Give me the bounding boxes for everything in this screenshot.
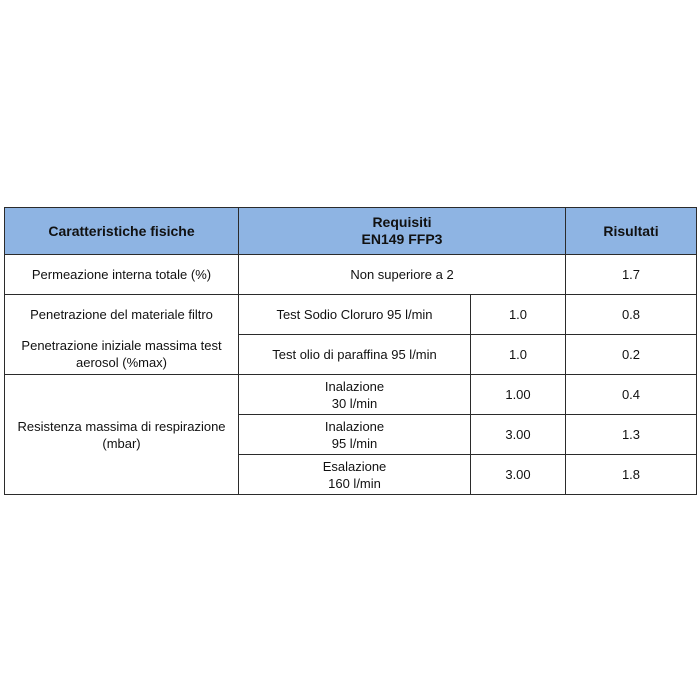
resistance-condition — [239, 375, 471, 415]
resistance-result: 0.4 — [566, 375, 697, 415]
test-filter-penetration: Test Sodio Cloruro 95 l/min — [239, 295, 471, 335]
resistance-condition-line2: 30 l/min — [331, 395, 378, 411]
resistance-condition-line1: Inalazione — [324, 418, 385, 434]
resistance-condition — [239, 415, 471, 455]
resistance-limit: 3.00 — [471, 415, 566, 455]
label-breathing-resistance: Resistenza massima di respirazione (mbar) — [5, 375, 239, 495]
resistance-condition-line2: 95 l/min — [331, 435, 378, 451]
header-results: Risultati — [566, 208, 697, 255]
resistance-result: 1.8 — [566, 455, 697, 495]
limit-initial-penetration: 1.0 — [471, 335, 566, 375]
resistance-condition-line1: Inalazione — [324, 378, 385, 394]
table-header-row — [5, 208, 697, 255]
label-inward-leakage: Permeazione interna totale (%) — [5, 255, 239, 295]
result-filter-penetration: 0.8 — [566, 295, 697, 335]
header-requirements-line2: EN149 FFP3 — [361, 231, 443, 247]
label-filter-penetration: Penetrazione del materiale filtro — [5, 295, 239, 335]
resistance-condition-line2: 160 l/min — [328, 475, 381, 491]
header-requirements — [239, 208, 566, 255]
table-row-initial-penetration — [5, 335, 697, 375]
result-initial-penetration: 0.2 — [566, 335, 697, 375]
resistance-condition-line1: Esalazione — [322, 458, 387, 474]
table-row-resistance-1 — [5, 375, 697, 415]
requirement-inward-leakage: Non superiore a 2 — [239, 255, 566, 295]
result-inward-leakage: 1.7 — [566, 255, 697, 295]
header-characteristics: Caratteristiche fisiche — [5, 208, 239, 255]
label-initial-penetration: Penetrazione iniziale massima test aerosol (%max) — [5, 335, 239, 375]
table-row-filter-penetration — [5, 295, 697, 335]
test-initial-penetration: Test olio di paraffina 95 l/min — [239, 335, 471, 375]
resistance-condition — [239, 455, 471, 495]
table-row-inward-leakage — [5, 255, 697, 295]
specification-table — [4, 207, 697, 495]
limit-filter-penetration: 1.0 — [471, 295, 566, 335]
resistance-result: 1.3 — [566, 415, 697, 455]
resistance-limit: 1.00 — [471, 375, 566, 415]
resistance-limit: 3.00 — [471, 455, 566, 495]
header-requirements-line1: Requisiti — [372, 214, 432, 230]
